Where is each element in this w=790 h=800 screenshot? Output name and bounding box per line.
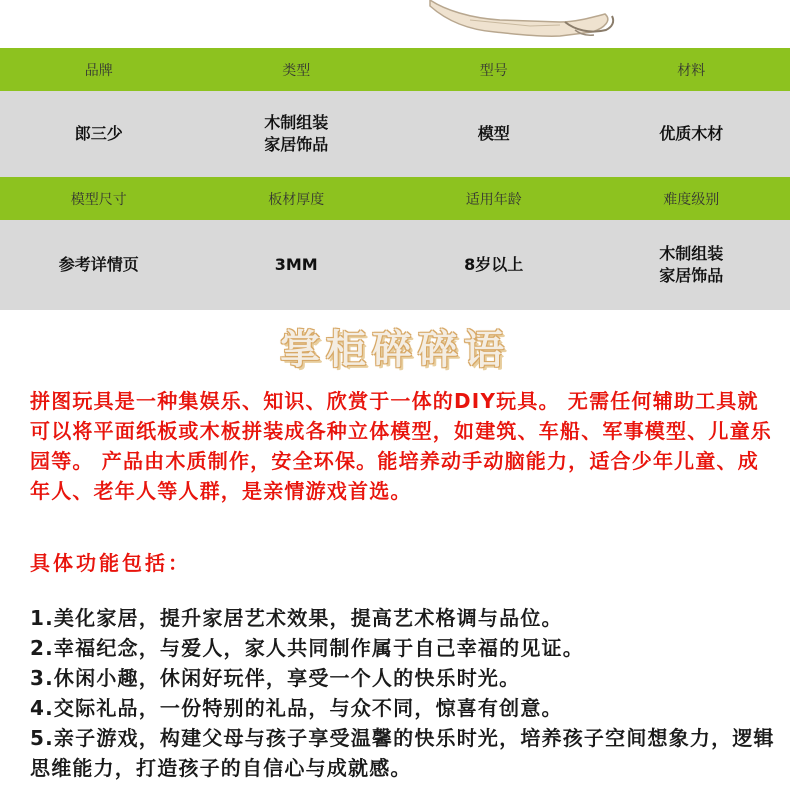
value-material: 优质木材 bbox=[659, 124, 724, 144]
section-title-text: 掌柜碎碎语 bbox=[280, 327, 510, 373]
header-material: 材料 bbox=[677, 62, 706, 79]
header-brand: 品牌 bbox=[84, 62, 113, 79]
header-size: 模型尺寸 bbox=[70, 191, 127, 208]
spec-value-row-1 bbox=[0, 91, 790, 177]
spec-value-row-2 bbox=[0, 220, 790, 310]
section-title bbox=[0, 318, 790, 386]
header-difficulty: 难度级别 bbox=[663, 191, 720, 208]
value-model: 模型 bbox=[477, 124, 510, 144]
feature-item: 4.交际礼品，一份特别的礼品，与众不同，惊喜有创意。 bbox=[30, 696, 563, 720]
spec-header-row-2 bbox=[0, 177, 790, 220]
feature-item: 5.亲子游戏，构建父母与孩子享受温馨的快乐时光，培养孩子空间想象力，逻辑思维能力，打造孩子的自信心与成就感。 bbox=[30, 726, 775, 780]
value-type: 木制组装 家居饰品 bbox=[264, 113, 329, 154]
header-model: 型号 bbox=[479, 62, 508, 79]
spec-table bbox=[0, 48, 790, 310]
intro-paragraph: 拼图玩具是一种集娱乐、知识、欣赏于一体的DIY玩具。 无需任何辅助工具就可以将平面纸板或木板拼装成各种立体模型，如建筑、车船、军事模型、儿童乐园等。 产品由木质制作，安全环保。能培养动手动脑能力，适合少年儿童、成年人、老年人等人群，是亲情游戏首选。 bbox=[30, 389, 772, 503]
value-brand: 郎三少 bbox=[74, 124, 123, 144]
spec-header-row-1 bbox=[0, 48, 790, 91]
value-age: 8岁以上 bbox=[464, 255, 524, 275]
wooden-model-image bbox=[0, 0, 790, 48]
header-age: 适用年龄 bbox=[465, 191, 522, 208]
features-list bbox=[30, 603, 780, 783]
feature-item: 1.美化家居，提升家居艺术效果，提高艺术格调与品位。 bbox=[30, 606, 563, 630]
product-photo-crop bbox=[0, 0, 790, 48]
feature-item: 3.休闲小趣，休闲好玩伴，享受一个人的快乐时光。 bbox=[30, 666, 521, 690]
header-type: 类型 bbox=[282, 62, 311, 79]
features-heading: 具体功能包括： bbox=[30, 551, 191, 575]
header-thickness: 板材厚度 bbox=[268, 191, 325, 208]
value-thickness: 3MM bbox=[274, 255, 318, 275]
feature-item: 2.幸福纪念，与爱人，家人共同制作属于自己幸福的见证。 bbox=[30, 636, 584, 660]
value-difficulty: 木制组装 家居饰品 bbox=[659, 244, 724, 285]
value-size: 参考详情页 bbox=[58, 255, 139, 275]
